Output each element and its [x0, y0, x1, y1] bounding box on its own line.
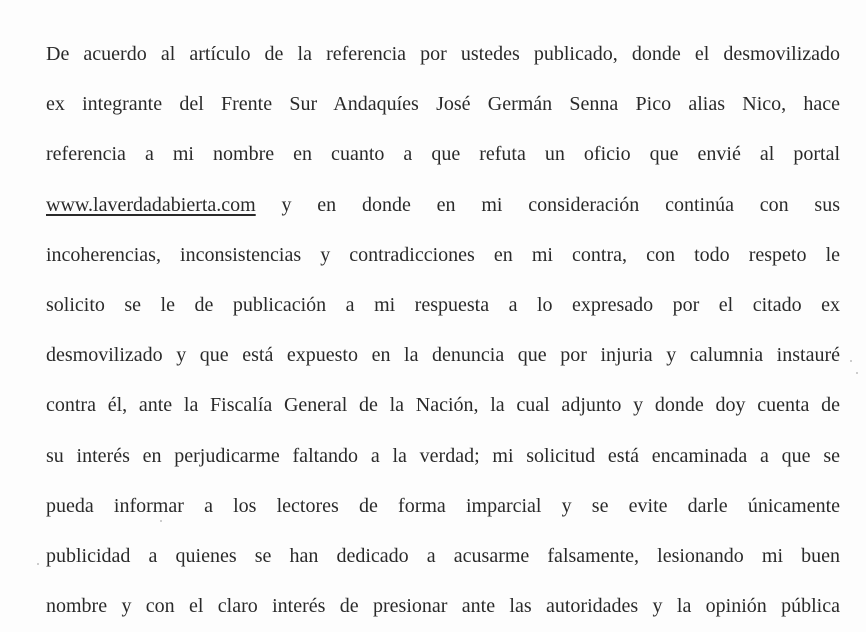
text-line-4-rest: y en donde en mi consideración continúa con sus — [255, 193, 840, 216]
text-line-2: ex integrante del Frente Sur Andaquíes José Germán Senna Pico alias Nico, hace — [46, 93, 840, 116]
text-line-5: incoherencias, inconsistencias y contradicciones en mi contra, con todo respeto le — [46, 243, 840, 266]
text-line-4 — [46, 188, 840, 238]
text-line-1: De acuerdo al artículo de la referencia por ustedes publicado, donde el desmovilizado — [46, 43, 840, 65]
scan-speck — [856, 372, 858, 374]
text-line-6: solicito se le de publicación a mi respuesta a lo expresado por el citado ex — [46, 293, 840, 316]
website-link[interactable]: www.laverdadabierta.com — [46, 193, 256, 216]
text-line-3: referencia a mi nombre en cuanto a que refuta un oficio que envié al portal — [46, 143, 840, 166]
text-line-9: su interés en perjudicarme faltando a la verdad; mi solicitud está encaminada a que se — [46, 444, 840, 467]
text-line-10: pueda informar a los lectores de forma imparcial y se evite darle únicamente — [46, 494, 840, 517]
scan-speck — [37, 563, 39, 565]
text-line-8: contra él, ante la Fiscalía General de la Nación, la cual adjunto y donde doy cuenta de — [46, 394, 840, 417]
text-line-11: publicidad a quienes se han dedicado a acusarme falsamente, lesionando mi buen — [46, 544, 840, 567]
text-line-12: nombre y con el claro interés de presionar ante las autoridades y la opinión pública — [46, 595, 840, 618]
scan-speck — [850, 360, 852, 362]
text-line-7: desmovilizado y que está expuesto en la denuncia que por injuria y calumnia instauré — [46, 344, 840, 367]
scan-speck — [160, 520, 162, 522]
letter-body — [46, 37, 840, 639]
